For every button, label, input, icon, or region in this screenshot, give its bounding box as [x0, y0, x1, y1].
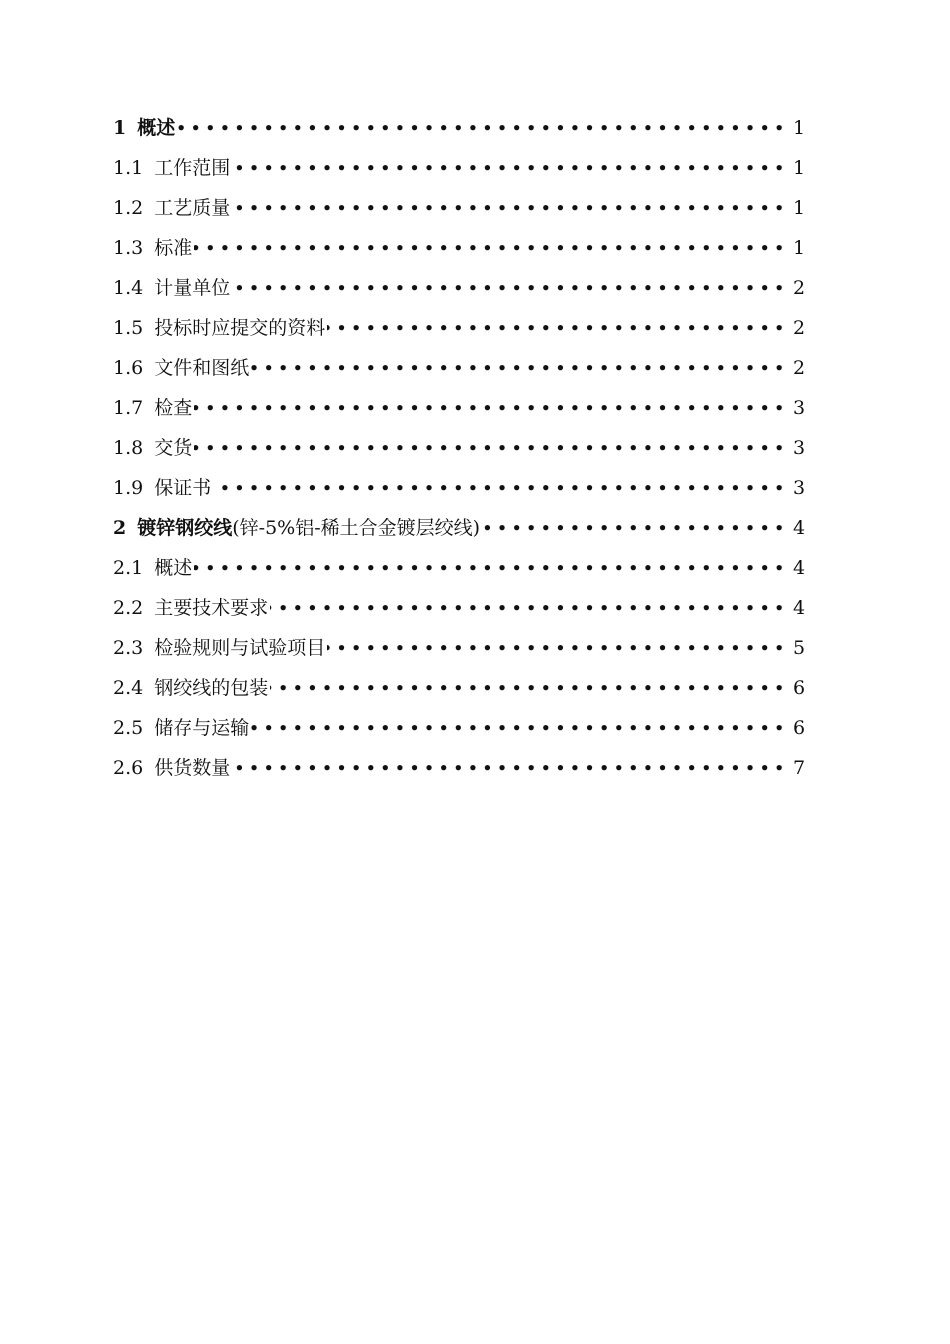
dot-leader	[194, 428, 789, 468]
dot-leader	[194, 548, 789, 588]
dot-leader	[482, 508, 789, 548]
toc-entry-title: 工作范围	[154, 157, 231, 179]
toc-entry-title: 检验规则与试验项目	[154, 637, 326, 659]
toc-entry-page: 4	[793, 597, 806, 619]
dot-leader	[194, 388, 789, 428]
toc-entry-1-6[interactable]	[113, 348, 805, 388]
toc-entry-title: 文件和图纸	[154, 357, 250, 379]
toc-entry-2-2[interactable]	[113, 588, 805, 628]
toc-entry-title: 概述	[137, 117, 176, 139]
toc-entry-page: 3	[793, 437, 806, 459]
toc-entry-subtitle: (锌-5%铝-稀土合金镀层绞线)	[232, 517, 481, 539]
toc-entry-number: 1.6	[113, 357, 144, 379]
dot-leader	[327, 308, 789, 348]
toc-entry-title: 钢绞线的包装	[154, 677, 269, 699]
toc-entry-number: 1.5	[113, 317, 144, 339]
toc-entry-1-7[interactable]	[113, 388, 805, 428]
toc-entry-2-1[interactable]	[113, 548, 805, 588]
toc-entry-title: 供货数量	[154, 757, 231, 779]
dot-leader	[232, 268, 789, 308]
dot-leader	[270, 668, 789, 708]
toc-entry-page: 2	[793, 357, 806, 379]
toc-entry-1-5[interactable]	[113, 308, 805, 348]
toc-entry-number: 2	[113, 517, 127, 539]
toc-entry-page: 1	[793, 117, 806, 139]
toc-entry-number: 2.1	[113, 557, 144, 579]
toc-entry-page: 5	[793, 637, 806, 659]
toc-entry-number: 1.3	[113, 237, 144, 259]
toc-entry-1-2[interactable]	[113, 188, 805, 228]
dot-leader	[177, 108, 789, 148]
dot-leader	[270, 588, 789, 628]
dot-leader	[251, 348, 789, 388]
toc-entry-number: 1.2	[113, 197, 144, 219]
dot-leader	[232, 148, 789, 188]
toc-entry-title: 工艺质量	[154, 197, 231, 219]
toc-entry-number: 1	[113, 117, 127, 139]
toc-entry-page: 1	[793, 197, 806, 219]
toc-entry-title: 镀锌钢绞线	[137, 517, 233, 539]
toc-entry-1-3[interactable]	[113, 228, 805, 268]
toc-entry-page: 4	[793, 557, 806, 579]
toc-entry-1-8[interactable]	[113, 428, 805, 468]
toc-entry-number: 2.2	[113, 597, 144, 619]
toc-entry-number: 1.7	[113, 397, 144, 419]
toc-entry-title: 交货	[154, 437, 193, 459]
toc-entry-number: 1.9	[113, 477, 144, 499]
table-of-contents	[113, 108, 805, 788]
toc-entry-number: 1.8	[113, 437, 144, 459]
toc-entry-page: 4	[793, 517, 806, 539]
toc-entry-1-1[interactable]	[113, 148, 805, 188]
dot-leader	[232, 188, 789, 228]
dot-leader	[194, 228, 789, 268]
dot-leader	[251, 708, 789, 748]
toc-entry-page: 6	[793, 677, 806, 699]
toc-entry-2-3[interactable]	[113, 628, 805, 668]
toc-entry-page: 2	[793, 317, 806, 339]
toc-entry-page: 1	[793, 157, 806, 179]
toc-entry-title: 标准	[154, 237, 193, 259]
toc-entry-page: 3	[793, 477, 806, 499]
dot-leader	[327, 628, 789, 668]
toc-entry-page: 1	[793, 237, 806, 259]
toc-entry-2-6[interactable]	[113, 748, 805, 788]
toc-entry-title: 保证书	[154, 477, 212, 499]
toc-entry-number: 2.3	[113, 637, 144, 659]
toc-entry-2[interactable]	[113, 508, 805, 548]
toc-entry-title: 主要技术要求	[154, 597, 269, 619]
toc-entry-page: 3	[793, 397, 806, 419]
toc-entry-number: 2.6	[113, 757, 144, 779]
toc-entry-page: 7	[793, 757, 806, 779]
toc-entry-page: 2	[793, 277, 806, 299]
toc-entry-1-4[interactable]	[113, 268, 805, 308]
toc-entry-title: 概述	[154, 557, 193, 579]
toc-entry-page: 6	[793, 717, 806, 739]
toc-entry-1-9[interactable]	[113, 468, 805, 508]
dot-leader	[213, 468, 789, 508]
toc-entry-title: 储存与运输	[154, 717, 250, 739]
toc-entry-title: 投标时应提交的资料	[154, 317, 326, 339]
toc-entry-1[interactable]	[113, 108, 805, 148]
dot-leader	[232, 748, 789, 788]
toc-entry-number: 2.4	[113, 677, 144, 699]
toc-entry-title: 计量单位	[154, 277, 231, 299]
toc-entry-2-5[interactable]	[113, 708, 805, 748]
toc-entry-number: 2.5	[113, 717, 144, 739]
toc-entry-2-4[interactable]	[113, 668, 805, 708]
toc-entry-number: 1.1	[113, 157, 144, 179]
toc-entry-number: 1.4	[113, 277, 144, 299]
toc-entry-title: 检查	[154, 397, 193, 419]
